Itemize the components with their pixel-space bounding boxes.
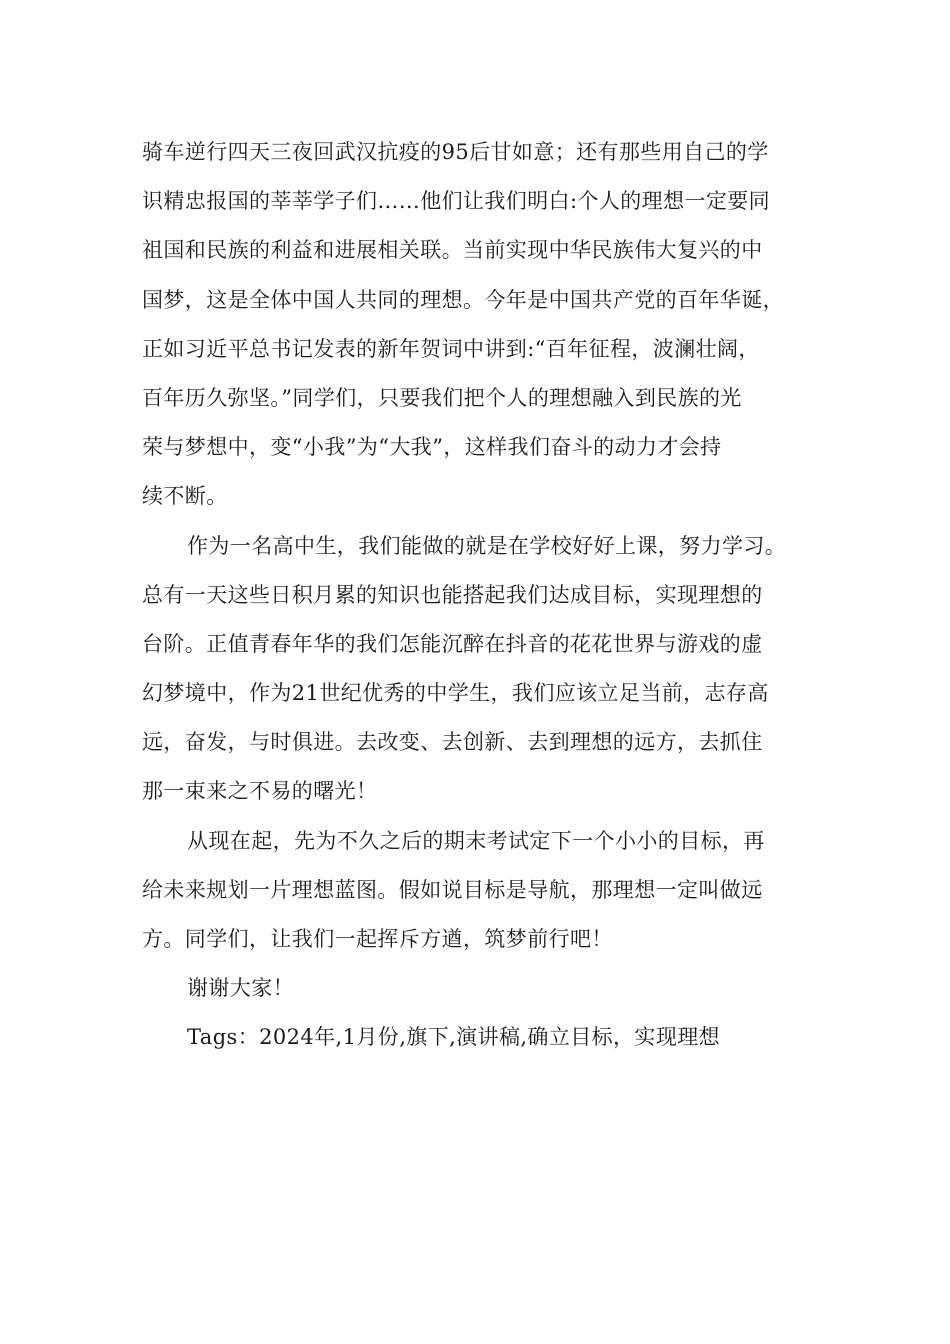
document-body — [142, 128, 812, 1063]
text-line: 远，奋发，与时俱进。去改变、去创新、去到理想的远方，去抓住 — [142, 730, 763, 755]
paragraph-2 — [142, 522, 812, 817]
text-line: 那一束来之不易的曙光！ — [142, 779, 378, 804]
text-line: 总有一天这些日积月累的知识也能搭起我们达成目标，实现理想的 — [142, 582, 763, 607]
text-line: 百年历久弥坚。”同学们，只要我们把个人的理想融入到民族的光 — [142, 385, 742, 410]
text-line: 荣与梦想中，变“小我”为“大我”，这样我们奋斗的动力才会持 — [142, 435, 722, 460]
text-line: 续不断。 — [142, 484, 228, 509]
closing-thanks — [142, 964, 812, 1013]
paragraph-3 — [142, 817, 812, 965]
text-line: 国梦，这是全体中国人共同的理想。今年是中国共产党的百年华诞， — [142, 287, 784, 312]
text-line: 祖国和民族的利益和进展相关联。当前实现中华民族伟大复兴的中 — [142, 238, 763, 263]
tags-line — [142, 1013, 812, 1062]
text-line: 台阶。正值青春年华的我们怎能沉醉在抖音的花花世界与游戏的虚 — [142, 631, 763, 656]
paragraph-1 — [142, 128, 812, 522]
text-line: 从现在起，先为不久之后的期末考试定下一个小小的目标，再 — [187, 828, 765, 853]
text-line: 给未来规划一片理想蓝图。假如说目标是导航，那理想一定叫做远 — [142, 877, 763, 902]
text-line: 识精忠报国的莘莘学子们……他们让我们明白:个人的理想一定要同 — [142, 189, 771, 214]
text-line: 幻梦境中，作为21世纪优秀的中学生，我们应该立足当前，志存高 — [142, 681, 769, 706]
text-line: 正如习近平总书记发表的新年贺词中讲到:“百年征程，波澜壮阔， — [142, 336, 760, 361]
text-line: 方。同学们，让我们一起挥斥方遒，筑梦前行吧！ — [142, 927, 613, 951]
text-line: Tags：2024年,1月份,旗下,演讲稿,确立目标，实现理想 — [187, 1025, 721, 1050]
text-line: 谢谢大家！ — [187, 976, 294, 1001]
text-line: 骑车逆行四天三夜回武汉抗疫的95后甘如意；还有那些用自己的学 — [142, 140, 769, 164]
text-line: 作为一名高中生，我们能做的就是在学校好好上课，努力学习。 — [187, 533, 787, 558]
